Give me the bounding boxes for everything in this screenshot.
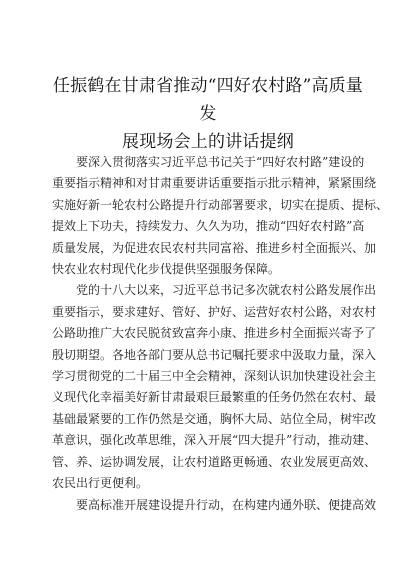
paragraph-line: 学习贯彻党的二十届三中全会精神，深刻认识加快建设社会主 <box>52 369 377 384</box>
paragraph-line: 快农业农村现代化步伐提供坚强服务保障。 <box>52 262 281 277</box>
paragraph-2 <box>52 280 377 494</box>
paragraph-line: 重要指示精神和对甘肃重要讲话重要指示批示精神，紧紧围绕 <box>52 176 377 191</box>
paragraph-1 <box>52 152 389 280</box>
title-line-1: 任振鹤在甘肃省推动“四好农村路”高质量发 <box>52 76 364 124</box>
paragraph-line: 革意识，强化改革思维，深入开展“四大提升”行动，推动建、 <box>52 433 377 448</box>
paragraph-line: 要深入贯彻落实习近平总书记关于“四好农村路”建设的 <box>52 155 365 169</box>
paragraph-line: 殷切期望。各地各部门要从总书记嘱托要求中汲取力量，深入 <box>52 347 377 362</box>
paragraph-line: 农民出行更便利。 <box>52 476 149 491</box>
paragraph-line: 基础最紧要的工作仍然是交通，胸怀大局、站位全局，树牢改 <box>52 411 377 426</box>
paragraph-line: 党的十八大以来，习近平总书记多次就农村公路发展作出 <box>52 283 377 298</box>
title-line-2: 展现场会上的讲话提纲 <box>122 132 294 152</box>
document-title <box>52 72 364 156</box>
paragraph-line: 义现代化幸福美好新甘肃最艰巨最繁重的任务仍然在农村、最 <box>52 390 377 405</box>
paragraph-line: 重要指示，要求建好、管好、护好、运营好农村公路，对农村 <box>52 304 377 319</box>
paragraph-line: 提效上下功夫，持续发力、久久为功，推动“四好农村路”高 <box>52 219 365 234</box>
paragraph-line: 公路助推广大农民脱贫致富奔小康、推进乡村全面振兴寄予了 <box>52 326 377 341</box>
paragraph-line: 要高标准开展建设提升行动，在构建内通外联、便捷高效 <box>52 497 377 512</box>
paragraph-3 <box>52 495 377 516</box>
paragraph-line: 管、养、运协调发展，让农村道路更畅通、农业发展更高效、 <box>52 454 377 469</box>
paragraph-line: 质量发展，为促进农民农村共同富裕、推进乡村全面振兴、加 <box>52 240 377 255</box>
document-body <box>52 152 389 516</box>
paragraph-line: 实施好新一轮农村公路提升行动部署要求，切实在提质、提标、 <box>52 197 389 212</box>
